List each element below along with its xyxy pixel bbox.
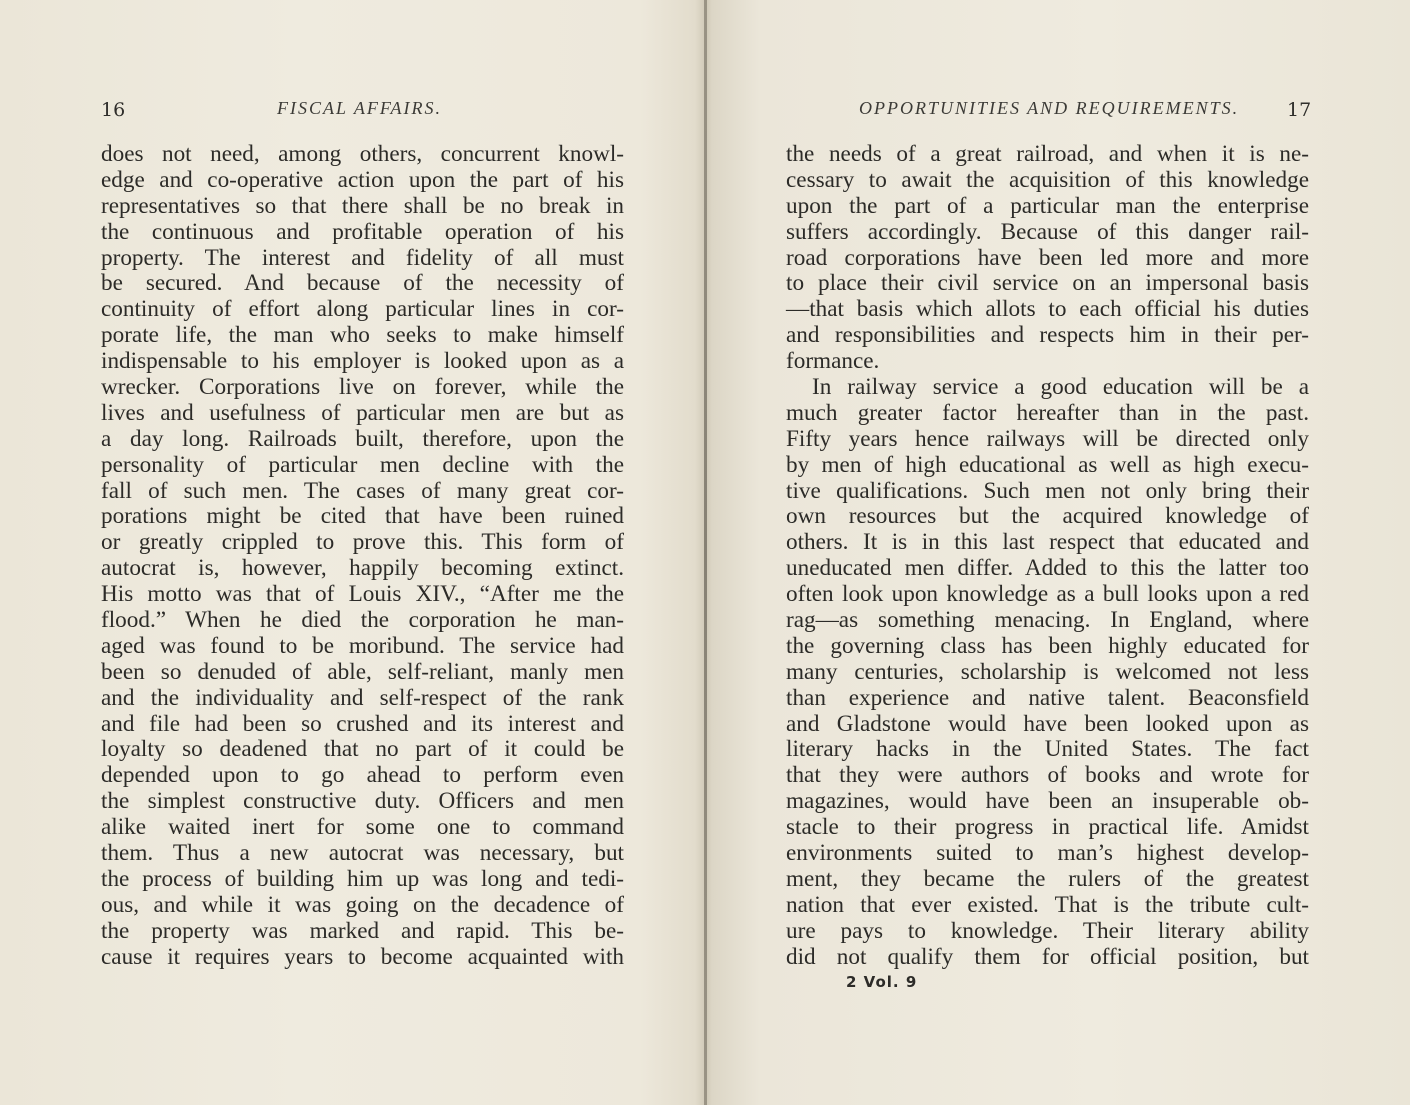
text-line: the process of building him up was long and tedi- bbox=[101, 865, 624, 892]
text-line: and the individuality and self-respect of the rank bbox=[101, 684, 624, 711]
text-line: to place their civil service on an impersonal basis bbox=[786, 270, 1309, 297]
left-body-text bbox=[101, 142, 624, 971]
text-line: uneducated men differ. Added to this the latter too bbox=[786, 555, 1309, 582]
text-line: does not need, among others, concurrent knowl- bbox=[101, 141, 624, 167]
text-line: others. It is in this last respect that educated and bbox=[786, 529, 1309, 556]
text-line: fall of such men. The cases of many great cor- bbox=[101, 477, 624, 504]
signature-mark: 2 Vol. 9 bbox=[846, 973, 918, 991]
text-line: or greatly crippled to prove this. This form of bbox=[101, 529, 624, 556]
text-line: and responsibilities and respects him in their per- bbox=[786, 322, 1309, 349]
text-line: own resources but the acquired knowledge of bbox=[786, 503, 1309, 530]
text-line: cause it requires years to become acquainted with bbox=[101, 943, 624, 970]
text-line: be secured. And because of the necessity of bbox=[101, 270, 624, 297]
text-line: autocrat is, however, happily becoming extinct. bbox=[101, 555, 624, 582]
right-running-head: OPPORTUNITIES AND REQUIREMENTS. bbox=[859, 98, 1240, 118]
text-line: —that basis which allots to each official his duties bbox=[786, 296, 1309, 323]
text-line: a day long. Railroads built, therefore, upon the bbox=[101, 425, 624, 452]
text-line: them. Thus a new autocrat was necessary, but bbox=[101, 840, 624, 867]
text-line: flood.” When he died the corporation he man- bbox=[101, 607, 624, 634]
text-line: the continuous and profitable operation of his bbox=[101, 218, 624, 245]
text-line: stacle to their progress in practical life. Amidst bbox=[786, 814, 1309, 841]
text-line: the simplest constructive duty. Officers and men bbox=[101, 788, 624, 815]
text-line: road corporations have been led more and more bbox=[786, 244, 1309, 271]
left-running-head: FISCAL AFFAIRS. bbox=[277, 98, 442, 118]
text-line: literary hacks in the United States. The fact bbox=[786, 736, 1309, 763]
text-line: the governing class has been highly educated for bbox=[786, 632, 1309, 659]
text-line: suffers accordingly. Because of this danger rail- bbox=[786, 218, 1309, 245]
text-line: indispensable to his employer is looked upon as a bbox=[101, 348, 624, 375]
text-line: and Gladstone would have been looked upon as bbox=[786, 710, 1309, 737]
text-line: depended upon to go ahead to perform even bbox=[101, 762, 624, 789]
right-page-number: 17 bbox=[1287, 99, 1312, 121]
text-line: rag—as something menacing. In England, where bbox=[786, 607, 1309, 634]
text-line: ure pays to knowledge. Their literary ability bbox=[786, 917, 1309, 944]
text-line: nation that ever existed. That is the tribute cult- bbox=[786, 891, 1309, 918]
text-line: representatives so that there shall be no break in bbox=[101, 192, 624, 219]
text-line: His motto was that of Louis XIV., “After me the bbox=[101, 581, 624, 608]
text-line: cessary to await the acquisition of this knowledge bbox=[786, 166, 1309, 193]
text-line: the property was marked and rapid. This be- bbox=[101, 917, 624, 944]
text-line: many centuries, scholarship is welcomed not less bbox=[786, 658, 1309, 685]
text-line: personality of particular men decline with the bbox=[101, 451, 624, 478]
text-line: tive qualifications. Such men not only bring their bbox=[786, 477, 1309, 504]
text-line: did not qualify them for official position, but bbox=[786, 943, 1309, 970]
text-line: loyalty so deadened that no part of it could be bbox=[101, 736, 624, 763]
text-line: continuity of effort along particular lines in cor- bbox=[101, 296, 624, 323]
text-line: environments suited to man’s highest develop- bbox=[786, 840, 1309, 867]
text-line: porate life, the man who seeks to make himself bbox=[101, 322, 624, 349]
text-line: In railway service a good education will be a bbox=[812, 374, 1309, 401]
text-line: ment, they became the rulers of the greatest bbox=[786, 865, 1309, 892]
text-line: by men of high educational as well as high execu- bbox=[786, 451, 1309, 478]
text-line: edge and co-operative action upon the part of his bbox=[101, 166, 624, 193]
right-body-text bbox=[786, 142, 1309, 971]
text-line: often look upon knowledge as a bull looks upon a red bbox=[786, 581, 1309, 608]
right-page bbox=[707, 0, 1410, 1105]
text-line: porations might be cited that have been ruined bbox=[101, 503, 624, 530]
text-line: been so denuded of able, self-reliant, manly men bbox=[101, 658, 624, 685]
text-line: much greater factor hereafter than in the past. bbox=[786, 399, 1309, 426]
text-line: than experience and native talent. Beaconsfield bbox=[786, 684, 1309, 711]
text-line: property. The interest and fidelity of all must bbox=[101, 244, 624, 271]
text-line: and file had been so crushed and its interest and bbox=[101, 710, 624, 737]
text-line: lives and usefulness of particular men are but as bbox=[101, 399, 624, 426]
text-line: ous, and while it was going on the decadence of bbox=[101, 891, 624, 918]
text-line: magazines, would have been an insuperable ob- bbox=[786, 788, 1309, 815]
left-page-number: 16 bbox=[101, 99, 126, 121]
text-line: that they were authors of books and wrote for bbox=[786, 762, 1309, 789]
text-line: the needs of a great railroad, and when it is ne- bbox=[786, 141, 1309, 167]
left-page bbox=[0, 0, 704, 1105]
text-line: alike waited inert for some one to command bbox=[101, 814, 624, 841]
text-line: aged was found to be moribund. The service had bbox=[101, 632, 624, 659]
text-line: wrecker. Corporations live on forever, while the bbox=[101, 374, 624, 401]
text-line: Fifty years hence railways will be directed only bbox=[786, 425, 1309, 452]
text-line: formance. bbox=[786, 348, 880, 375]
text-line: upon the part of a particular man the enterprise bbox=[786, 192, 1309, 219]
